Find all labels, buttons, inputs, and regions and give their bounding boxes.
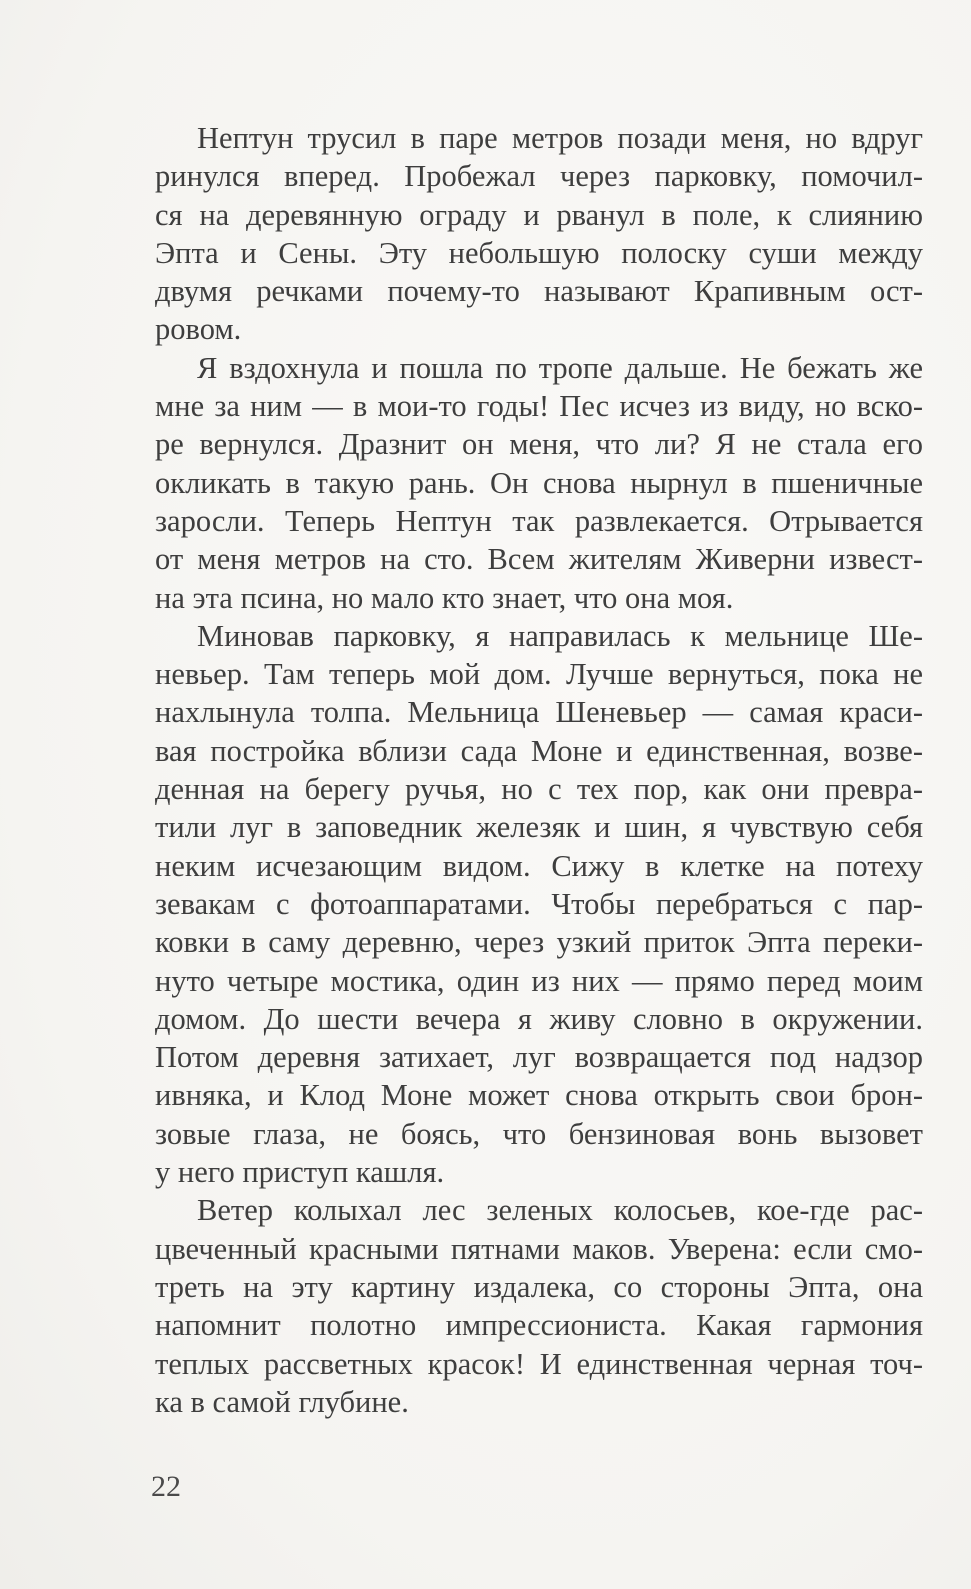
text-line: домом. До шести вечера я живу словно в окружении. (155, 1001, 923, 1036)
paragraph (155, 617, 923, 1191)
text-line: окликать в такую рань. Он снова нырнул в пшеничные (155, 465, 923, 500)
text-line: напомнит полотно импрессиониста. Какая гармония (155, 1308, 923, 1343)
text-line: вая постройка вблизи сада Моне и единственная, возве- (155, 733, 923, 768)
text-line: зевакам с фотоаппаратами. Чтобы перебраться с пар- (155, 886, 923, 921)
text-line: мне за ним — в мои-то годы! Пес исчез из виду, но вско- (155, 389, 923, 424)
page-number: 22 (151, 1470, 181, 1503)
text-line: цвеченный красными пятнами маков. Уверена: если смо- (155, 1231, 923, 1266)
text-line: нахлынула толпа. Мельница Шеневьер — самая краси- (155, 695, 923, 730)
text-line: двумя речками почему-то называют Крапивным ост- (155, 274, 923, 309)
text-line: Ветер колыхал лес зеленых колосьев, кое-где рас- (197, 1193, 923, 1228)
body-text (155, 119, 923, 1421)
text-line: ивняка, и Клод Моне может снова открыть свои брон- (155, 1078, 923, 1113)
text-line: Миновав парковку, я направилась к мельнице Ше- (197, 618, 923, 653)
text-line: неким исчезающим видом. Сижу в клетке на потеху (155, 848, 923, 883)
text-line: теплых рассветных красок! И единственная черная точ- (155, 1346, 923, 1381)
text-line: на эта псина, но мало кто знает, что она моя. (155, 580, 734, 615)
text-line: тили луг в заповедник железяк и шин, я чувствую себя (155, 810, 923, 845)
text-line: от меня метров на сто. Всем жителям Живерни извест- (155, 542, 923, 577)
text-line: зовые глаза, не боясь, что бензиновая вонь вызовет (155, 1116, 923, 1151)
text-line: ровом. (155, 312, 242, 347)
text-line: ре вернулся. Дразнит он меня, что ли? Я не стала его (155, 427, 923, 462)
paragraph (155, 1191, 923, 1421)
text-line: Нептун трусил в паре метров позади меня, но вдруг (197, 121, 923, 155)
text-line: денная на берегу ручья, но с тех пор, как они превра- (155, 772, 923, 807)
text-line: ка в самой глубине. (155, 1384, 409, 1419)
text-line: треть на эту картину издалека, со стороны Эпта, она (155, 1269, 923, 1304)
text-line: ринулся вперед. Пробежал через парковку, помочил- (155, 159, 923, 194)
text-line: невьер. Там теперь мой дом. Лучше вернуться, пока не (155, 657, 923, 692)
text-line: нуто четыре мостика, один из них — прямо перед моим (155, 963, 923, 998)
text-line: у него приступ кашля. (155, 1155, 445, 1190)
paragraph (155, 349, 923, 617)
text-line: ковки в саму деревню, через узкий приток Эпта переки- (155, 925, 923, 960)
text-line: заросли. Теперь Нептун так развлекается. Отрывается (155, 503, 923, 538)
text-line: Потом деревня затихает, луг возвращается под надзор (155, 1040, 923, 1075)
paragraph (155, 119, 923, 349)
text-line: Эпта и Сены. Эту небольшую полоску суши между (155, 235, 923, 270)
text-line: Я вздохнула и пошла по тропе дальше. Не бежать же (197, 350, 923, 385)
text-line: ся на деревянную ограду и рванул в поле, к слиянию (155, 197, 923, 232)
